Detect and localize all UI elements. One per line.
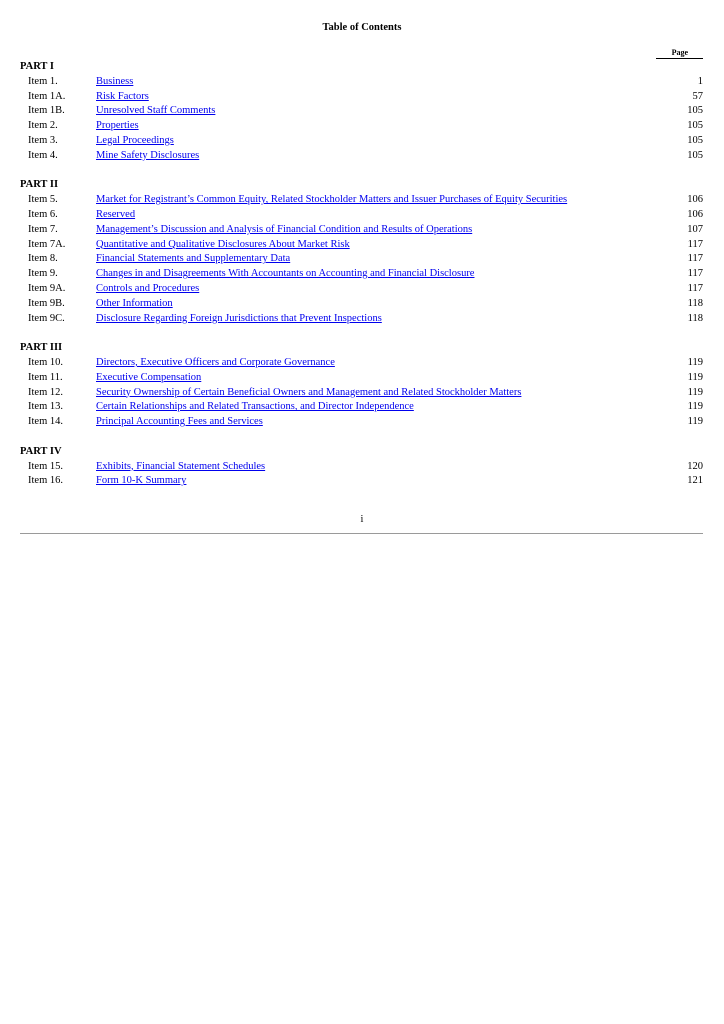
item-number: Item 6.: [28, 208, 58, 220]
item-page-number: 119: [687, 356, 703, 368]
item-page-number: 117: [687, 282, 703, 294]
toc-row: [20, 119, 703, 134]
item-number: Item 1.: [28, 75, 58, 87]
page-column-header: Page: [671, 48, 688, 57]
toc-part: [20, 445, 703, 489]
toc-row: [20, 104, 703, 119]
toc-row: [20, 356, 703, 371]
item-title-link[interactable]: Legal Proceedings: [96, 134, 174, 146]
item-title-link[interactable]: Financial Statements and Supplementary Data: [96, 253, 291, 265]
toc-row: [20, 415, 703, 430]
item-number: Item 3.: [28, 134, 58, 146]
item-page-number: 118: [687, 297, 703, 309]
item-title-link[interactable]: Quantitative and Qualitative Disclosures About Market Risk: [96, 238, 350, 250]
item-page-number: 119: [687, 386, 703, 398]
item-page-number: 120: [687, 460, 703, 472]
toc-row: [20, 134, 703, 149]
item-number: Item 4.: [28, 149, 58, 161]
item-number: Item 1B.: [28, 105, 65, 117]
toc-row: [20, 238, 703, 253]
item-number: Item 8.: [28, 253, 58, 265]
item-title-link[interactable]: Business: [96, 75, 134, 87]
item-number: Item 14.: [28, 416, 63, 428]
item-page-number: 106: [687, 194, 703, 206]
page-title: Table of Contents: [322, 22, 402, 33]
item-page-number: 119: [687, 401, 703, 413]
item-page-number: 105: [687, 134, 703, 146]
item-title-link[interactable]: Directors, Executive Officers and Corporate Governance: [96, 356, 335, 368]
part-heading: PART III: [20, 342, 63, 354]
toc-row: [20, 193, 703, 208]
item-number: Item 10.: [28, 356, 63, 368]
toc-row: [20, 149, 703, 164]
item-page-number: 105: [687, 120, 703, 132]
toc-row: [20, 400, 703, 415]
item-title-link[interactable]: Exhibits, Financial Statement Schedules: [96, 460, 266, 472]
item-title-link[interactable]: Form 10-K Summary: [96, 475, 187, 487]
part-heading: PART II: [20, 179, 59, 191]
item-number: Item 15.: [28, 460, 63, 472]
item-number: Item 7A.: [28, 238, 66, 250]
toc-row: [20, 208, 703, 223]
item-number: Item 9C.: [28, 312, 65, 324]
toc-part: [20, 341, 703, 430]
item-title-link[interactable]: Management’s Discussion and Analysis of Financial Condition and Results of Operations: [96, 223, 473, 235]
item-page-number: 106: [687, 208, 703, 220]
item-page-number: 107: [687, 223, 703, 235]
toc-row: [20, 267, 703, 282]
item-number: Item 16.: [28, 475, 63, 487]
toc-row: [20, 460, 703, 475]
item-page-number: 105: [687, 149, 703, 161]
toc-part: [20, 178, 703, 326]
item-page-number: 117: [687, 253, 703, 265]
item-title-link[interactable]: Properties: [96, 120, 139, 132]
item-number: Item 2.: [28, 120, 58, 132]
toc-row: [20, 90, 703, 105]
item-page-number: 1: [697, 75, 703, 87]
toc-row: [20, 371, 703, 386]
item-title-link[interactable]: Security Ownership of Certain Beneficial Owners and Management and Related Stockholder Matters: [96, 386, 522, 398]
item-page-number: 105: [687, 105, 703, 117]
toc-row: [20, 312, 703, 327]
item-page-number: 119: [687, 416, 703, 428]
item-number: Item 7.: [28, 223, 58, 235]
item-title-link[interactable]: Controls and Procedures: [96, 282, 200, 294]
item-number: Item 11.: [28, 371, 63, 383]
item-title-link[interactable]: Mine Safety Disclosures: [96, 149, 200, 161]
part-heading: PART IV: [20, 445, 62, 457]
item-page-number: 117: [687, 238, 703, 250]
item-title-link[interactable]: Principal Accounting Fees and Services: [96, 416, 263, 428]
toc-row: [20, 223, 703, 238]
item-title-link[interactable]: Disclosure Regarding Foreign Jurisdictions that Prevent Inspections: [96, 312, 382, 324]
toc-row: [20, 297, 703, 312]
toc-row: [20, 252, 703, 267]
item-page-number: 117: [687, 268, 703, 280]
toc-part: [20, 60, 703, 164]
toc-row: [20, 474, 703, 489]
item-title-link[interactable]: Risk Factors: [96, 90, 149, 102]
table-of-contents: [20, 60, 703, 489]
part-heading: PART I: [20, 61, 54, 72]
item-title-link[interactable]: Reserved: [96, 208, 136, 220]
item-number: Item 9A.: [28, 282, 66, 294]
toc-row: [20, 75, 703, 90]
item-page-number: 118: [687, 312, 703, 324]
page-column-underline: [656, 58, 703, 59]
item-title-link[interactable]: Executive Compensation: [96, 371, 202, 383]
toc-row: [20, 386, 703, 401]
item-title-link[interactable]: Changes in and Disagreements With Accountants on Accounting and Financial Disclosure: [96, 268, 475, 280]
item-title-link[interactable]: Certain Relationships and Related Transactions, and Director Independence: [96, 401, 414, 413]
item-number: Item 9.: [28, 268, 58, 280]
item-page-number: 119: [687, 371, 703, 383]
item-number: Item 13.: [28, 401, 63, 413]
item-page-number: 121: [687, 475, 703, 487]
item-number: Item 12.: [28, 386, 63, 398]
item-title-link[interactable]: Unresolved Staff Comments: [96, 105, 216, 117]
item-title-link[interactable]: Other Information: [96, 297, 173, 309]
footer-page-number: i: [360, 514, 364, 525]
item-number: Item 9B.: [28, 297, 65, 309]
footer-divider: [20, 533, 703, 534]
item-number: Item 5.: [28, 194, 58, 206]
item-page-number: 57: [692, 90, 703, 102]
item-number: Item 1A.: [28, 90, 66, 102]
item-title-link[interactable]: Market for Registrant’s Common Equity, Related Stockholder Matters and Issuer Purchases of Equity Securities: [96, 194, 568, 206]
toc-row: [20, 282, 703, 297]
